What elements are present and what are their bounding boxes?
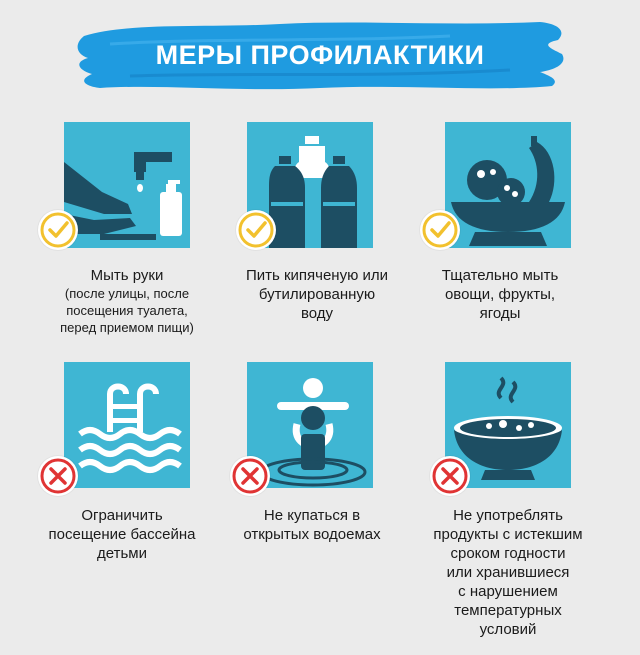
caption-line: сроком годности: [450, 545, 566, 562]
cross-icon: [430, 456, 470, 496]
check-icon: [420, 210, 460, 250]
caption-line: воду: [300, 305, 334, 322]
caption-sub-line: посещения туалета,: [66, 303, 188, 318]
cross-badge: [430, 456, 470, 496]
caption-line: открытых водоемах: [243, 526, 381, 543]
cross-icon: [38, 456, 78, 496]
caption-line: Ограничить: [81, 507, 163, 524]
caption: [22, 506, 222, 563]
hand-wash-icon: [64, 122, 190, 248]
caption-line: температурных: [454, 602, 562, 619]
fruits-icon: [445, 122, 571, 248]
check-badge: [38, 210, 78, 250]
caption-line: Не употреблять: [453, 507, 563, 524]
check-icon: [236, 210, 276, 250]
caption: [400, 266, 600, 323]
check-badge: [236, 210, 276, 250]
check-icon: [38, 210, 78, 250]
caption-line: продукты с истекшим: [433, 526, 583, 543]
cross-badge: [230, 456, 270, 496]
caption-line: посещение бассейна: [48, 526, 196, 543]
caption-line: детьми: [97, 545, 147, 562]
page-title: МЕРЫ ПРОФИЛАКТИКИ: [155, 39, 485, 70]
caption-line: с нарушением: [458, 583, 558, 600]
caption-line: овощи, фрукты,: [444, 286, 556, 303]
caption-line: Пить кипяченую или: [245, 267, 389, 284]
cross-badge: [38, 456, 78, 496]
caption: [408, 506, 608, 639]
caption-sub-line: (после улицы, после: [64, 286, 190, 301]
check-badge: [420, 210, 460, 250]
title-banner: [70, 14, 570, 96]
cross-icon: [230, 456, 270, 496]
caption-line: или хранившиеся: [446, 564, 570, 581]
caption-line: Не купаться в: [263, 507, 361, 524]
caption-line: условий: [479, 621, 537, 638]
caption: [212, 506, 412, 544]
caption: [217, 266, 417, 323]
caption-line: Тщательно мыть: [441, 267, 559, 284]
caption-line: бутилированную: [258, 286, 376, 303]
caption-line: ягоды: [479, 305, 521, 322]
caption-line: Мыть руки: [90, 267, 164, 284]
caption-sub-line: перед приемом пищи): [60, 320, 194, 335]
pool-icon: [64, 362, 190, 488]
caption: [27, 266, 227, 336]
